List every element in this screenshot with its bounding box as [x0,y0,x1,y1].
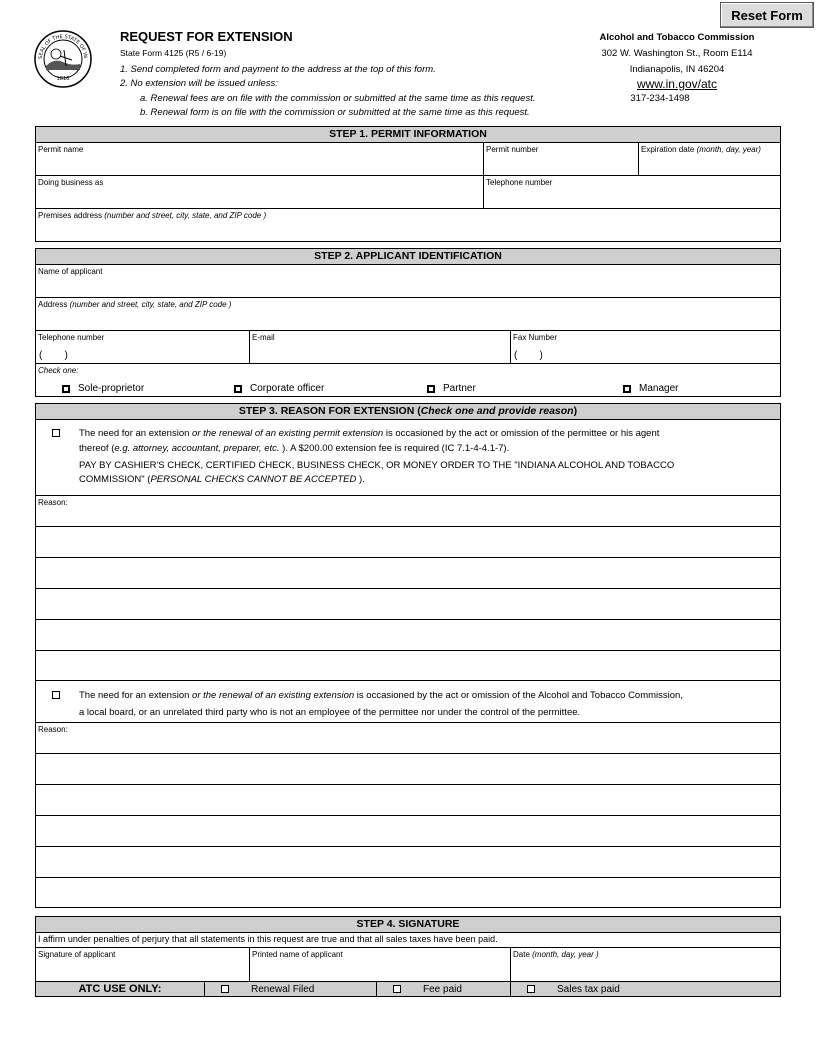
step1-title: STEP 1. PERMIT INFORMATION [36,127,780,143]
partner-checkbox[interactable] [427,385,435,393]
applicant-telephone-label: Telephone number [38,333,105,342]
atc-use-only-label: ATC USE ONLY: [78,983,162,995]
reason-1-line-3[interactable] [38,570,778,586]
dba-input[interactable] [38,190,481,206]
seal-year: 1816 [56,76,70,82]
fax-area-code: ( ) [514,350,543,361]
reset-form-button[interactable]: Reset Form [720,2,814,28]
printed-name-input[interactable] [252,963,508,979]
step4-title: STEP 4. SIGNATURE [36,917,780,933]
signature-input[interactable] [38,963,247,979]
dba-label: Doing business as [38,178,104,187]
reason-2-line-2[interactable] [38,766,778,782]
reason-option-1-text: The need for an extension or the renewal of an existing permit extension is occasioned by the act or omission of the permittee or his agent [79,428,660,439]
instruction-2: 2. No extension will be issued unless: [120,78,278,89]
affirmation-text: I affirm under penalties of perjury that all statements in this request are true and that all sales taxes have been paid. [38,934,498,944]
permit-name-input[interactable] [38,157,481,173]
permit-number-label: Permit number [486,145,539,154]
reason-2-line-4[interactable] [38,828,778,844]
instruction-1: 1. Send completed form and payment to the address at the top of this form. [120,64,436,75]
applicant-name-label: Name of applicant [38,267,103,276]
email-label: E-mail [252,333,275,342]
state-seal-icon [34,30,92,88]
reason-1-line-5[interactable] [38,632,778,648]
expiration-date-input[interactable] [641,157,778,173]
permit-name-label: Permit name [38,145,84,154]
reason-2-label: Reason: [38,725,68,734]
seal-text: SEAL OF THE STATE OF IN [37,33,89,60]
email-input[interactable] [252,345,508,361]
permit-telephone-label: Telephone number [486,178,553,187]
reason-1-line-4[interactable] [38,601,778,617]
reason-1-line-6[interactable] [38,662,778,678]
option-sole-proprietor[interactable] [62,383,144,394]
permit-telephone-input[interactable] [486,190,778,206]
reason-1-line-1[interactable] [38,508,778,524]
state-form-number: State Form 4125 (R5 / 6-19) [120,48,227,58]
atc-use-only-bar [35,981,781,997]
payment-instructions-2: COMMISSION" (PERSONAL CHECKS CANNOT BE ACCEPTED ). [79,474,365,485]
printed-name-label: Printed name of applicant [252,950,343,959]
sales-tax-paid-label: Sales tax paid [557,983,620,995]
step1-section [35,126,781,242]
sales-tax-paid-group [510,982,780,996]
telephone-area-code: ( ) [39,350,68,361]
step4-section [35,916,781,982]
reason-2-line-3[interactable] [38,797,778,813]
applicant-address-label: Address (number and street, city, state, and ZIP code ) [38,300,232,309]
manager-label: Manager [639,383,679,394]
step3-section [35,403,781,908]
sole-proprietor-label: Sole-proprietor [78,383,145,394]
partner-label: Partner [443,383,476,394]
instruction-2a: a. Renewal fees are on file with the commission or submitted at the same time as this request. [140,93,536,104]
agency-address-2: Indianapolis, IN 46204 [629,64,725,75]
fee-paid-group [376,982,510,996]
reason-2-line-1[interactable] [38,735,778,751]
applicant-name-input[interactable] [38,279,778,295]
form-title: REQUEST FOR EXTENSION [120,29,293,44]
applicant-address-input[interactable] [38,312,778,328]
renewal-filed-label: Renewal Filed [251,983,315,995]
signature-label: Signature of applicant [38,950,116,959]
step3-title: STEP 3. REASON FOR EXTENSION (Check one and provide reason) [36,404,780,420]
sales-tax-paid-checkbox[interactable] [527,985,535,993]
premises-address-input[interactable] [38,223,778,239]
agency-address-1: 302 W. Washington St., Room E114 [601,48,753,59]
reason-option-2-checkbox[interactable] [52,691,60,699]
agency-name: Alcohol and Tobacco Commission [599,32,755,43]
reason-option-2-text: The need for an extension or the renewal of an existing extension is occasioned by the act or omission of the Alcohol and Tobacco Commission, [79,690,683,701]
option-corporate-officer[interactable] [234,383,324,394]
check-one-label: Check one: [38,366,79,375]
permit-number-input[interactable] [486,157,636,173]
manager-checkbox[interactable] [623,385,631,393]
reason-option-1-checkbox[interactable] [52,429,60,437]
premises-address-label: Premises address (number and street, city, state, and ZIP code ) [38,211,267,220]
reason-1-label: Reason: [38,498,68,507]
renewal-filed-group [204,982,376,996]
instruction-2b: b. Renewal form is on file with the commission or submitted at the same time as this request. [140,107,530,118]
applicant-telephone-input[interactable] [76,345,247,361]
fax-input[interactable] [551,345,778,361]
fee-paid-checkbox[interactable] [393,985,401,993]
expiration-date-label: Expiration date (month, day, year) [641,145,761,154]
agency-website-link[interactable]: www.in.gov/atc [636,77,718,91]
option-manager[interactable] [623,383,678,394]
reason-option-2-text-2: a local board, or an unrelated third party who is not an employee of the permittee nor under the control of the permittee. [79,707,581,718]
signature-date-label: Date (month, day, year ) [513,950,599,959]
signature-date-input[interactable] [513,963,778,979]
reason-2-line-5[interactable] [38,859,778,875]
sole-proprietor-checkbox[interactable] [62,385,70,393]
payment-instructions: PAY BY CASHIER'S CHECK, CERTIFIED CHECK, BUSINESS CHECK, OR MONEY ORDER TO THE "INDIANA ALCOHOL AND TOBACCO [79,460,675,471]
corporate-officer-label: Corporate officer [250,383,325,394]
reason-option-1-fee: thereof (e.g. attorney, accountant, preparer, etc. ). A $200.00 extension fee is required (IC 7.1-4-4.1-7). [79,443,510,454]
option-partner[interactable] [427,383,476,394]
renewal-filed-checkbox[interactable] [221,985,229,993]
step2-title: STEP 2. APPLICANT IDENTIFICATION [36,249,780,265]
step2-section [35,248,781,397]
reason-2-line-6[interactable] [38,890,778,906]
agency-phone: 317-234-1498 [630,93,690,104]
fee-paid-label: Fee paid [423,983,462,995]
corporate-officer-checkbox[interactable] [234,385,242,393]
fax-label: Fax Number [513,333,558,342]
reason-1-line-2[interactable] [38,539,778,555]
